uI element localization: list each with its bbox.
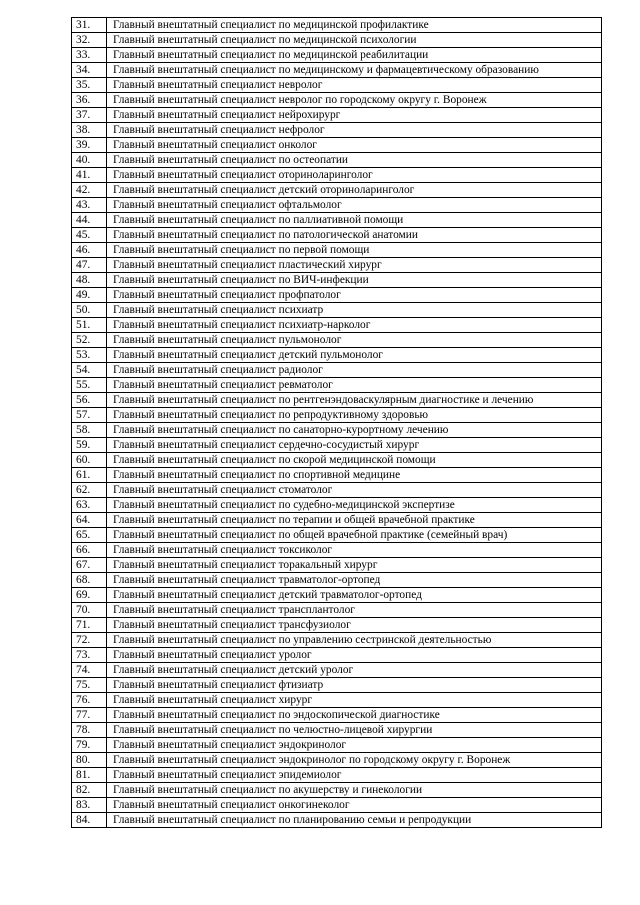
specialist-title: Главный внештатный специалист пульмонолог <box>107 333 602 348</box>
specialist-title: Главный внештатный специалист по медицинской психологии <box>107 33 602 48</box>
specialist-title: Главный внештатный специалист сердечно-сосудистый хирург <box>107 438 602 453</box>
table-row <box>72 648 602 663</box>
specialist-title: Главный внештатный специалист по ВИЧ-инфекции <box>107 273 602 288</box>
specialist-title: Главный внештатный специалист нейрохирург <box>107 108 602 123</box>
row-number: 59. <box>72 438 107 453</box>
table-row <box>72 738 602 753</box>
row-number: 50. <box>72 303 107 318</box>
specialist-title: Главный внештатный специалист стоматолог <box>107 483 602 498</box>
specialist-title: Главный внештатный специалист по терапии и общей врачебной практике <box>107 513 602 528</box>
table-body <box>72 18 602 828</box>
specialist-title: Главный внештатный специалист невролог <box>107 78 602 93</box>
specialist-title: Главный внештатный специалист по спортивной медицине <box>107 468 602 483</box>
table-row <box>72 528 602 543</box>
row-number: 83. <box>72 798 107 813</box>
table-row <box>72 753 602 768</box>
row-number: 37. <box>72 108 107 123</box>
table-row <box>72 333 602 348</box>
specialist-title: Главный внештатный специалист профпатолог <box>107 288 602 303</box>
table-row <box>72 273 602 288</box>
table-row <box>72 198 602 213</box>
specialist-title: Главный внештатный специалист пластический хирург <box>107 258 602 273</box>
specialist-title: Главный внештатный специалист по челюстно-лицевой хирургии <box>107 723 602 738</box>
row-number: 39. <box>72 138 107 153</box>
table-row <box>72 363 602 378</box>
row-number: 51. <box>72 318 107 333</box>
row-number: 67. <box>72 558 107 573</box>
table-row <box>72 483 602 498</box>
specialist-title: Главный внештатный специалист токсиколог <box>107 543 602 558</box>
row-number: 45. <box>72 228 107 243</box>
row-number: 62. <box>72 483 107 498</box>
specialist-title: Главный внештатный специалист детский уролог <box>107 663 602 678</box>
specialist-title: Главный внештатный специалист по медицинской профилактике <box>107 18 602 33</box>
table-row <box>72 783 602 798</box>
specialist-title: Главный внештатный специалист эндокринолог по городскому округу г. Воронеж <box>107 753 602 768</box>
row-number: 52. <box>72 333 107 348</box>
table-row <box>72 438 602 453</box>
table-row <box>72 633 602 648</box>
table-row <box>72 498 602 513</box>
specialist-title: Главный внештатный специалист онкогинеколог <box>107 798 602 813</box>
specialist-title: Главный внештатный специалист травматолог-ортопед <box>107 573 602 588</box>
table-row <box>72 663 602 678</box>
specialist-title: Главный внештатный специалист трансплантолог <box>107 603 602 618</box>
table-row <box>72 123 602 138</box>
table-row <box>72 558 602 573</box>
row-number: 66. <box>72 543 107 558</box>
specialist-title: Главный внештатный специалист торакальный хирург <box>107 558 602 573</box>
row-number: 38. <box>72 123 107 138</box>
specialist-title: Главный внештатный специалист по акушерству и гинекологии <box>107 783 602 798</box>
row-number: 76. <box>72 693 107 708</box>
row-number: 73. <box>72 648 107 663</box>
row-number: 68. <box>72 573 107 588</box>
table-row <box>72 408 602 423</box>
table-row <box>72 573 602 588</box>
table-row <box>72 18 602 33</box>
row-number: 79. <box>72 738 107 753</box>
specialist-title: Главный внештатный специалист детский оториноларинголог <box>107 183 602 198</box>
specialist-title: Главный внештатный специалист детский пульмонолог <box>107 348 602 363</box>
specialist-title: Главный внештатный специалист эпидемиолог <box>107 768 602 783</box>
specialist-title: Главный внештатный специалист оториноларинголог <box>107 168 602 183</box>
table-row <box>72 93 602 108</box>
specialist-title: Главный внештатный специалист по паллиативной помощи <box>107 213 602 228</box>
specialist-title: Главный внештатный специалист по первой помощи <box>107 243 602 258</box>
specialist-title: Главный внештатный специалист по санаторно-курортному лечению <box>107 423 602 438</box>
row-number: 80. <box>72 753 107 768</box>
specialist-title: Главный внештатный специалист психиатр-нарколог <box>107 318 602 333</box>
specialist-title: Главный внештатный специалист по общей врачебной практике (семейный врач) <box>107 528 602 543</box>
specialist-title: Главный внештатный специалист по патологической анатомии <box>107 228 602 243</box>
table-row <box>72 228 602 243</box>
table-row <box>72 78 602 93</box>
specialist-title: Главный внештатный специалист по медицинскому и фармацевтическому образованию <box>107 63 602 78</box>
table-row <box>72 723 602 738</box>
row-number: 63. <box>72 498 107 513</box>
specialist-title: Главный внештатный специалист по репродуктивному здоровью <box>107 408 602 423</box>
row-number: 78. <box>72 723 107 738</box>
row-number: 31. <box>72 18 107 33</box>
specialist-title: Главный внештатный специалист по судебно-медицинской экспертизе <box>107 498 602 513</box>
row-number: 35. <box>72 78 107 93</box>
row-number: 44. <box>72 213 107 228</box>
specialist-title: Главный внештатный специалист по рентгенэндоваскулярным диагностике и лечению <box>107 393 602 408</box>
specialist-title: Главный внештатный специалист по управлению сестринской деятельностью <box>107 633 602 648</box>
specialist-title: Главный внештатный специалист нефролог <box>107 123 602 138</box>
table-row <box>72 813 602 828</box>
specialist-title: Главный внештатный специалист невролог по городскому округу г. Воронеж <box>107 93 602 108</box>
specialist-title: Главный внештатный специалист по планированию семьи и репродукции <box>107 813 602 828</box>
row-number: 72. <box>72 633 107 648</box>
row-number: 75. <box>72 678 107 693</box>
specialist-title: Главный внештатный специалист радиолог <box>107 363 602 378</box>
specialist-title: Главный внештатный специалист фтизиатр <box>107 678 602 693</box>
table-row <box>72 243 602 258</box>
table-row <box>72 393 602 408</box>
specialist-title: Главный внештатный специалист по остеопатии <box>107 153 602 168</box>
table-row <box>72 693 602 708</box>
specialist-title: Главный внештатный специалист по медицинской реабилитации <box>107 48 602 63</box>
row-number: 81. <box>72 768 107 783</box>
row-number: 77. <box>72 708 107 723</box>
table-row <box>72 153 602 168</box>
table-row <box>72 768 602 783</box>
row-number: 56. <box>72 393 107 408</box>
row-number: 53. <box>72 348 107 363</box>
row-number: 49. <box>72 288 107 303</box>
table-row <box>72 798 602 813</box>
specialist-title: Главный внештатный специалист психиатр <box>107 303 602 318</box>
specialist-title: Главный внештатный специалист трансфузиолог <box>107 618 602 633</box>
table-row <box>72 303 602 318</box>
table-row <box>72 588 602 603</box>
row-number: 33. <box>72 48 107 63</box>
specialist-title: Главный внештатный специалист эндокринолог <box>107 738 602 753</box>
specialist-title: Главный внештатный специалист хирург <box>107 693 602 708</box>
specialist-title: Главный внештатный специалист по скорой медицинской помощи <box>107 453 602 468</box>
table-row <box>72 213 602 228</box>
row-number: 43. <box>72 198 107 213</box>
specialist-title: Главный внештатный специалист онколог <box>107 138 602 153</box>
table-row <box>72 183 602 198</box>
table-row <box>72 708 602 723</box>
row-number: 46. <box>72 243 107 258</box>
row-number: 71. <box>72 618 107 633</box>
table-row <box>72 468 602 483</box>
row-number: 58. <box>72 423 107 438</box>
specialist-title: Главный внештатный специалист уролог <box>107 648 602 663</box>
table-row <box>72 288 602 303</box>
row-number: 61. <box>72 468 107 483</box>
table-row <box>72 63 602 78</box>
specialist-title: Главный внештатный специалист офтальмолог <box>107 198 602 213</box>
row-number: 82. <box>72 783 107 798</box>
table-row <box>72 33 602 48</box>
table-row <box>72 168 602 183</box>
table-row <box>72 108 602 123</box>
table-row <box>72 603 602 618</box>
row-number: 54. <box>72 363 107 378</box>
table-row <box>72 318 602 333</box>
row-number: 48. <box>72 273 107 288</box>
table-row <box>72 138 602 153</box>
row-number: 34. <box>72 63 107 78</box>
specialist-title: Главный внештатный специалист ревматолог <box>107 378 602 393</box>
table-row <box>72 378 602 393</box>
row-number: 65. <box>72 528 107 543</box>
row-number: 57. <box>72 408 107 423</box>
row-number: 64. <box>72 513 107 528</box>
table-row <box>72 48 602 63</box>
row-number: 32. <box>72 33 107 48</box>
table-row <box>72 423 602 438</box>
row-number: 41. <box>72 168 107 183</box>
table-row <box>72 348 602 363</box>
table-row <box>72 618 602 633</box>
specialist-title: Главный внештатный специалист детский травматолог-ортопед <box>107 588 602 603</box>
row-number: 42. <box>72 183 107 198</box>
row-number: 55. <box>72 378 107 393</box>
row-number: 60. <box>72 453 107 468</box>
row-number: 84. <box>72 813 107 828</box>
table-row <box>72 678 602 693</box>
row-number: 74. <box>72 663 107 678</box>
row-number: 47. <box>72 258 107 273</box>
row-number: 36. <box>72 93 107 108</box>
table-row <box>72 258 602 273</box>
table-row <box>72 513 602 528</box>
table-row <box>72 453 602 468</box>
table-row <box>72 543 602 558</box>
specialists-table <box>71 17 602 828</box>
row-number: 70. <box>72 603 107 618</box>
specialist-title: Главный внештатный специалист по эндоскопической диагностике <box>107 708 602 723</box>
row-number: 69. <box>72 588 107 603</box>
row-number: 40. <box>72 153 107 168</box>
